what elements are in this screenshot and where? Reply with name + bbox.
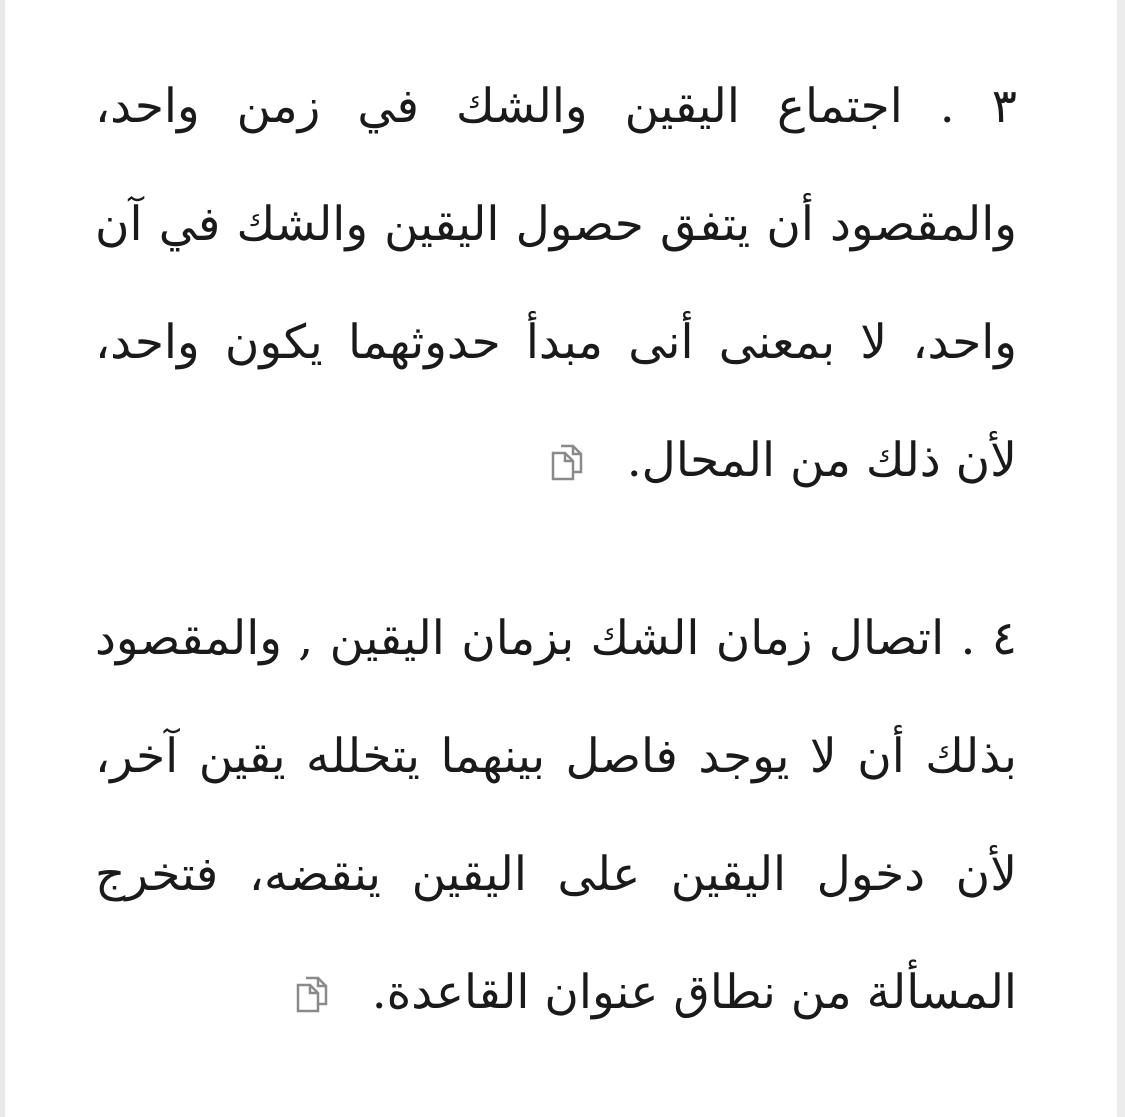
copy-icon[interactable] — [292, 974, 332, 1014]
paragraph-text: ٤ . اتصال زمان الشك بزمان اليقين , والمقصود بذلك أن لا يوجد فاصل بينهما يتخلله يقين آخر، لأن دخول اليقين على اليقين ينقضه، فتخرج المسألة من نطاق عنوان القاعدة. — [95, 611, 1017, 1020]
copy-icon[interactable] — [547, 442, 587, 482]
copy-icon-graphic — [292, 974, 332, 1014]
left-edge — [0, 0, 5, 1117]
copy-icon-graphic — [547, 442, 587, 482]
paragraph-condition-3 — [95, 48, 1017, 520]
right-edge — [1117, 0, 1125, 1117]
paragraph-condition-4 — [95, 580, 1017, 1052]
document-body — [95, 48, 1017, 1052]
paragraph-text: ٣ . اجتماع اليقين والشك في زمن واحد، والمقصود أن يتفق حصول اليقين والشك في آن واحد، لا بمعنى أنى مبدأ حدوثهما يكون واحد، لأن ذلك من المحال. — [95, 79, 1017, 488]
